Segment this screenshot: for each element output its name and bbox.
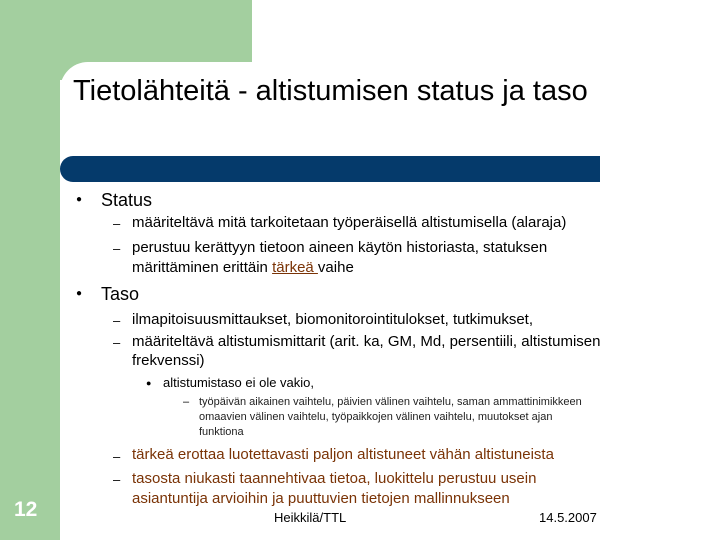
slide-number: 12 bbox=[14, 498, 38, 521]
bullet-dot-icon: ● bbox=[76, 194, 83, 205]
list-item: määriteltävä altistumismittarit (arit. ka, GM, Md, persentiili, altistumisen bbox=[132, 333, 601, 350]
slide-title: Tietolähteitä - altistumisen status ja taso bbox=[73, 75, 588, 107]
list-item: määriteltävä mitä tarkoitetaan työperäisellä altistumisella (alaraja) bbox=[132, 214, 567, 231]
bullet-dot-icon: ● bbox=[76, 288, 83, 299]
sub-item: altistumistaso ei ole vakio, bbox=[163, 375, 315, 390]
footer-author: Heikkilä/TTL bbox=[274, 510, 347, 525]
dash-icon: – bbox=[113, 241, 121, 256]
bullet-dot-icon: ● bbox=[146, 378, 152, 388]
list-item: perustuu kerättyyn tietoon aineen käytön historiasta, statuksen bbox=[132, 239, 548, 256]
section-heading-taso: Taso bbox=[101, 284, 140, 304]
dash-icon: – bbox=[113, 449, 121, 464]
list-item-continuation: märittäminen erittäin tärkeä vaihe bbox=[132, 259, 354, 276]
list-item-continuation: frekvenssi) bbox=[132, 352, 205, 369]
list-item: ilmapitoisuusmittaukset, biomonitorointitulokset, tutkimukset, bbox=[132, 311, 534, 328]
dash-icon: – bbox=[113, 335, 121, 350]
dash-icon: – bbox=[113, 472, 121, 487]
highlight-item: tasosta niukasti taannehtivaa tietoa, luokittelu perustuu usein bbox=[132, 470, 537, 487]
footer-date: 14.5.2007 bbox=[539, 510, 597, 525]
highlight-item: tärkeä erottaa luotettavasti paljon altistuneet vähän altistuneista bbox=[132, 446, 554, 463]
dash-icon: – bbox=[183, 396, 190, 408]
highlight-link[interactable]: tärkeä bbox=[272, 259, 318, 276]
title-underline-bar bbox=[60, 156, 600, 182]
section-heading-status: Status bbox=[101, 190, 153, 210]
highlight-item-continuation: asiantuntija arvioihin ja puuttuvien tietojen mallinnukseen bbox=[132, 490, 510, 507]
dash-icon: – bbox=[113, 313, 121, 328]
side-decoration bbox=[0, 0, 60, 540]
detail-line: funktiona bbox=[199, 426, 244, 438]
dash-icon: – bbox=[113, 216, 121, 231]
detail-line: työpäivän aikainen vaihtelu, päivien välinen vaihtelu, saman ammattinimikkeen bbox=[199, 396, 582, 408]
detail-line: omaavien välinen vaihtelu, työpaikkojen välinen vaihtelu, muutokset ajan bbox=[199, 411, 553, 423]
